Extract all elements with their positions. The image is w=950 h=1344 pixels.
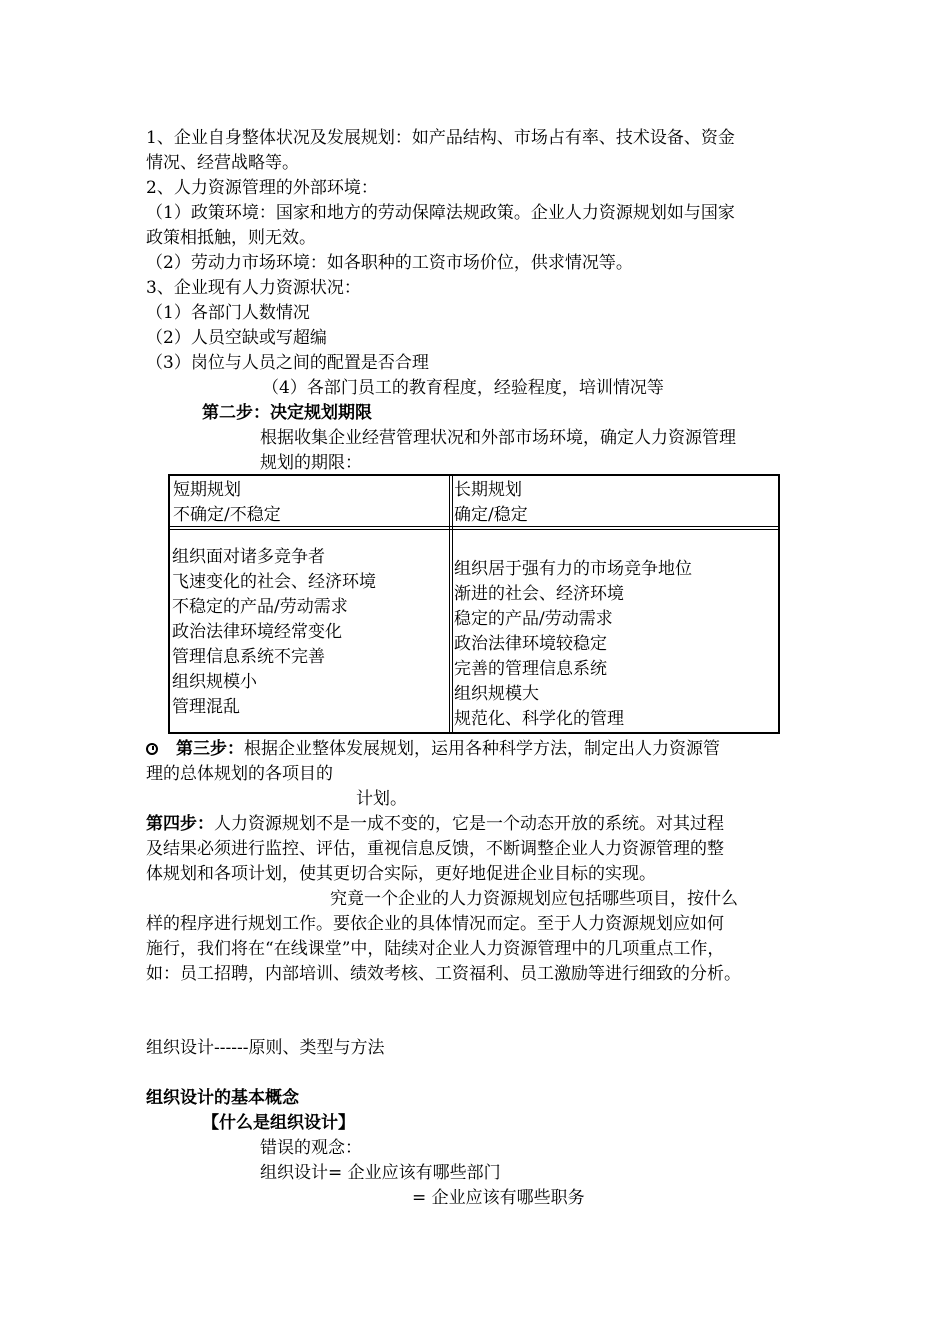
long-term-item: 渐进的社会、经济环境 bbox=[454, 584, 624, 604]
short-term-item: 管理信息系统不完善 bbox=[172, 647, 325, 667]
short-term-item: 政治法律环境经常变化 bbox=[172, 622, 342, 642]
long-term-item: 规范化、科学化的管理 bbox=[454, 709, 624, 729]
step3-text: 理的总体规划的各项目的 bbox=[146, 764, 333, 784]
step4-text: 及结果必须进行监控、评估，重视信息反馈，不断调整企业人力资源管理的整 bbox=[146, 839, 724, 859]
step4-text: 体规划和各项计划，使其更切合实际，更好地促进企业目标的实现。 bbox=[146, 864, 656, 884]
bracket-heading: 【什么是组织设计】 bbox=[202, 1113, 355, 1133]
text-line: （2）人员空缺或写超编 bbox=[146, 328, 327, 348]
closing-paragraph: 如：员工招聘，内部培训、绩效考核、工资福利、员工激励等进行细致的分析。 bbox=[146, 964, 741, 984]
step2-title: 第二步：决定规划期限 bbox=[202, 403, 372, 423]
step2-paragraph: 规划的期限： bbox=[260, 453, 362, 473]
long-term-item: 完善的管理信息系统 bbox=[454, 659, 607, 679]
text-line: = 企业应该有哪些职务 bbox=[412, 1188, 585, 1208]
table-column-divider bbox=[449, 474, 453, 734]
text-line: 2、人力资源管理的外部环境： bbox=[146, 178, 378, 198]
text-line: （1）政策环境：国家和地方的劳动保障法规政策。企业人力资源规划如与国家 bbox=[146, 203, 735, 223]
step4-text: 人力资源规划不是一成不变的，它是一个动态开放的系统。对其过程 bbox=[214, 814, 724, 834]
text-line: （2）劳动力市场环境：如各职种的工资市场价位，供求情况等。 bbox=[146, 253, 633, 273]
text-line: 错误的观念： bbox=[260, 1138, 362, 1158]
long-term-item: 政治法律环境较稳定 bbox=[454, 634, 607, 654]
step3-text: 计划。 bbox=[356, 789, 407, 809]
step4-line bbox=[146, 812, 724, 836]
text-line: （4）各部门员工的教育程度，经验程度，培训情况等 bbox=[262, 378, 664, 398]
text-line: （1）各部门人数情况 bbox=[146, 303, 310, 323]
clock-icon bbox=[146, 743, 158, 755]
short-term-item: 管理混乱 bbox=[172, 697, 240, 717]
long-term-item: 组织居于强有力的市场竞争地位 bbox=[454, 559, 692, 579]
short-term-item: 组织面对诸多竞争者 bbox=[172, 547, 325, 567]
text-line: （3）岗位与人员之间的配置是否合理 bbox=[146, 353, 429, 373]
text-line: 1、企业自身整体状况及发展规划：如产品结构、市场占有率、技术设备、资金 bbox=[146, 128, 735, 148]
short-term-item: 组织规模小 bbox=[172, 672, 257, 692]
long-term-subheader: 确定/稳定 bbox=[454, 505, 528, 525]
closing-paragraph: 样的程序进行规划工作。要依企业的具体情况而定。至于人力资源规划应如何 bbox=[146, 914, 724, 934]
text-line: 组织设计= 企业应该有哪些部门 bbox=[260, 1163, 501, 1183]
short-term-header: 短期规划 bbox=[173, 480, 241, 500]
step3-title: 第三步： bbox=[176, 739, 244, 759]
closing-paragraph: 施行，我们将在“在线课堂”中，陆续对企业人力资源管理中的几项重点工作， bbox=[146, 939, 725, 959]
short-term-item: 不稳定的产品/劳动需求 bbox=[172, 597, 348, 617]
text-line: 政策相抵触，则无效。 bbox=[146, 228, 316, 248]
step2-paragraph: 根据收集企业经营管理状况和外部市场环境，确定人力资源管理 bbox=[260, 428, 736, 448]
step4-title: 第四步： bbox=[146, 814, 214, 834]
short-term-item: 飞速变化的社会、经济环境 bbox=[172, 572, 376, 592]
section-subheading: 组织设计的基本概念 bbox=[146, 1088, 299, 1108]
long-term-item: 稳定的产品/劳动需求 bbox=[454, 609, 613, 629]
short-term-subheader: 不确定/不稳定 bbox=[173, 505, 281, 525]
section-heading: 组织设计------原则、类型与方法 bbox=[146, 1038, 385, 1058]
text-line: 3、企业现有人力资源状况： bbox=[146, 278, 361, 298]
step3-text: 根据企业整体发展规划，运用各种科学方法，制定出人力资源管 bbox=[244, 739, 720, 759]
closing-paragraph: 究竟一个企业的人力资源规划应包括哪些项目，按什么 bbox=[330, 889, 738, 909]
long-term-item: 组织规模大 bbox=[454, 684, 539, 704]
text-line: 情况、经营战略等。 bbox=[146, 153, 299, 173]
step3-line bbox=[146, 737, 720, 761]
long-term-header: 长期规划 bbox=[454, 480, 522, 500]
